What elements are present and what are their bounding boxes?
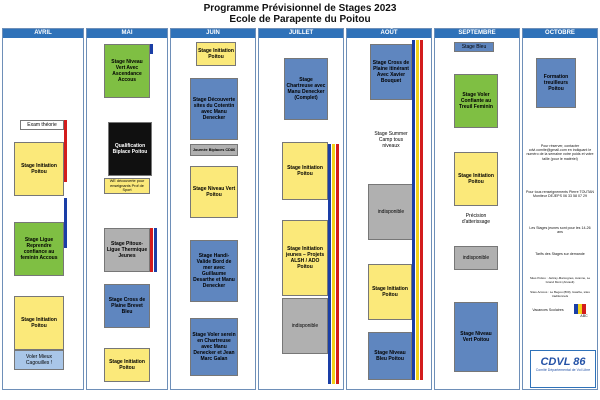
cdvl86-logo — [530, 350, 596, 388]
stage-block: Stage Niveau Vert Poitou — [454, 302, 498, 372]
stage-block: Stage Pitoux-Ligue Thermique Jeunes — [104, 228, 150, 272]
page-subtitle: Ecole de Parapente du Poitou — [229, 14, 371, 25]
month-header: JUIN — [171, 29, 255, 38]
month-header: AVRIL — [3, 29, 83, 38]
stage-block: Stage Voler Confiante au Treuil Feminin — [454, 74, 498, 128]
stage-block: Stage Chartreuse avec Manu Denecker (Complet) — [284, 58, 328, 120]
sites-note: Sites Poitou : Jazzay-Marcognes, Avanne, Le Grand Mont (Airvault) — [529, 276, 591, 285]
stage-exam-theorie: Exam théorie — [20, 120, 64, 130]
stage-block: Journée Biplaces CD86 — [190, 144, 238, 156]
holidays-note: Vacances Scolaires — [532, 308, 564, 312]
stage-block: Stage Initiation Poitou — [104, 348, 150, 382]
stage-block: Stage Handi-Valide Bord de mer avec Guillaume Desarthe et Manu Denecker — [190, 240, 238, 302]
month-header: AOÛT — [347, 29, 431, 38]
reservation-note: Pour réserver, contacter cdvl.comite@gmail.com en indiquant le numéro de la semaine votre poids et votre taille (pour le matériel) — [526, 144, 594, 161]
logo-text: CDVL 86 — [540, 356, 586, 368]
holidays-zones: ABC — [580, 314, 588, 318]
prices-note: Tarifs des Stages sur demande — [535, 252, 585, 256]
stage-block: Stage Cross de Plaine Brevet Bleu — [104, 284, 150, 328]
stage-block: Formation treuilleurs Poitou — [536, 58, 576, 108]
stage-block: Stage Cross de Plaine itinérant Avec Xavier Bouquet — [370, 44, 412, 100]
logo-subtext: Comité Départemental de Vol Libre — [535, 368, 591, 372]
holiday-bar — [336, 144, 339, 384]
holiday-bar — [420, 40, 423, 380]
month-header: OCTOBRE — [523, 29, 597, 38]
holiday-bar — [64, 198, 67, 248]
month-header: SEPTEMBRE — [435, 29, 519, 38]
stage-block: Stage Niveau Vert Avec Ascendance Accous — [104, 44, 150, 98]
stage-block: Stage Initiation Poitou — [282, 142, 328, 200]
stage-block: Stage Initiation Poitou — [454, 152, 498, 206]
stage-block: Voler Mieux Cagouilles ! — [14, 350, 64, 370]
month-header: JUILLET — [259, 29, 343, 38]
stage-block: Stage Voler serein en Chartreuse avec Manu Denecker et Jean Marc Galan — [190, 318, 238, 376]
stage-block: indisponible — [454, 246, 498, 270]
holiday-bar — [150, 228, 153, 272]
stage-block: indisponible — [282, 298, 328, 354]
holiday-bar — [154, 228, 157, 272]
stage-block: Stage Niveau Bleu Poitou — [368, 332, 412, 380]
stage-block: Stage Initiation Poitou — [196, 42, 236, 66]
stage-block: Stage Bleu — [454, 42, 494, 52]
stage-block: Précision d'atterissage — [454, 206, 498, 232]
stage-block: Stage Summer Camp tous niveaux — [370, 112, 412, 168]
holiday-bar — [416, 40, 419, 380]
youth-note: Les Stages jeunes sont pour les 14-26 ans — [529, 226, 591, 235]
holiday-bar — [64, 120, 67, 182]
holiday-zone-c — [582, 304, 586, 314]
holiday-bar — [150, 44, 153, 54]
month-header: MAI — [87, 29, 167, 38]
stage-block: indisponible — [368, 184, 414, 240]
stage-block: Stage Découverte sites du Cotentin avec Manu Denecker — [190, 78, 238, 140]
stage-block: Qualification Biplace Poitou — [108, 122, 152, 176]
stage-block: Stage Initiation jeunes – Projets ALSH / ADO Poitou — [282, 220, 328, 296]
holiday-bar — [328, 144, 331, 384]
stage-block: Stage Initiation Poitou — [368, 264, 412, 320]
stage-block: Stage Niveau Vert Poitou — [190, 166, 238, 218]
stage-block: Stage Ligue Reprendre confiance au feminin Accous — [14, 222, 64, 276]
sites-note: Sites Accous : Le Begou (800), Issarbe, sites traditionnels — [530, 290, 590, 299]
holiday-bar — [332, 144, 335, 384]
stage-block: WE découverte pour enseignants Prof de Sport — [104, 178, 150, 194]
holiday-bar — [412, 40, 415, 380]
stage-block: Stage Initiation Poitou — [14, 296, 64, 350]
stage-block: Stage Initiation Poitou — [14, 142, 64, 196]
page-title: Programme Prévisionnel de Stages 2023 — [203, 3, 397, 14]
contact-note: Pour tous renseignements Pierre TOUTAN Moniteur DEJEPS 06 33 58 07 29 — [526, 190, 594, 199]
